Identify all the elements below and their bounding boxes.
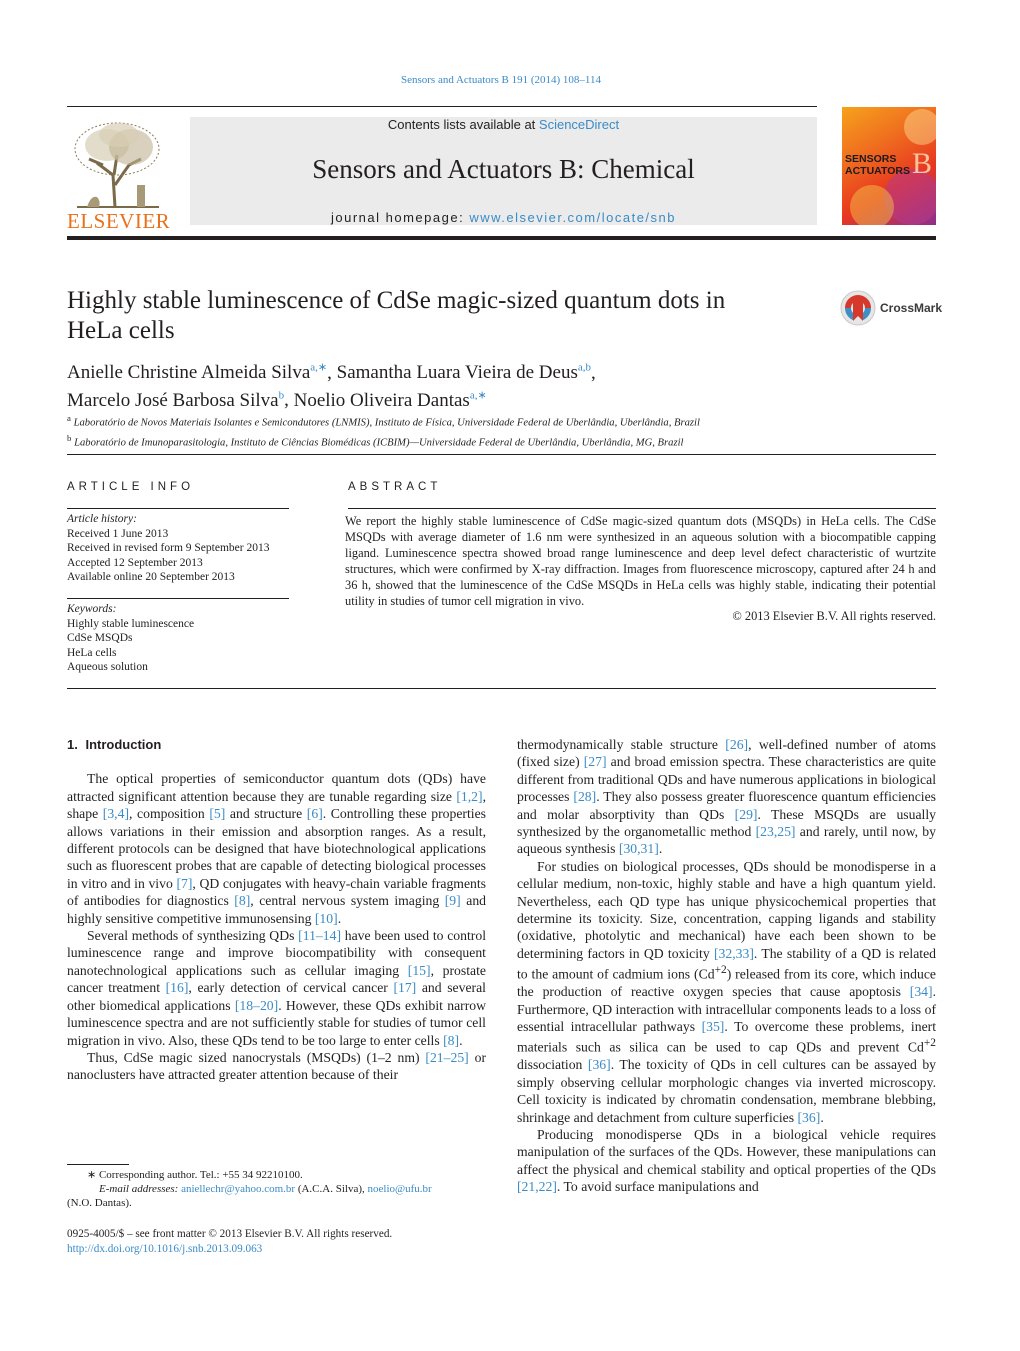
article-info-heading: ARTICLE INFO: [67, 481, 195, 493]
history-received: Received 1 June 2013: [67, 527, 169, 540]
history-online: Available online 20 September 2013: [67, 571, 235, 584]
text-run: . The stability of a QD is related to the amount of cadmium ions (Cd: [517, 945, 936, 982]
citation-link[interactable]: [7]: [176, 875, 193, 891]
text-run: and rarely, until now, by aqueous synthesis: [517, 824, 936, 857]
text-run: , shape: [67, 788, 486, 822]
citation-link[interactable]: [21,22]: [517, 1179, 557, 1195]
text-run: For studies on biological processes, QDs should be monodisperse in a cellular medium, non-toxic, highly stable and have a high quantum yield. Nevertheless, each QD type has unique physicochemical properties that determine its toxicity. Size, concentration, capping ligands and stability (oxidative, photolytic and mechanical) have each been shown to be determining factors in QD toxicity: [517, 858, 936, 961]
article-info-rule: [67, 508, 289, 509]
doi-link[interactable]: http://dx.doi.org/10.1016/j.snb.2013.09.063: [67, 1243, 263, 1255]
text-run: Thus, CdSe magic sized nanocrystals (MSQDs) (1–2 nm): [87, 1049, 426, 1065]
text-run: and broad emission spectra. These characteristics are quite different from traditional QDs and have numerous applications in biological processes: [517, 754, 936, 805]
keyword-item: Aqueous solution: [67, 661, 148, 674]
section-number: 1.: [67, 737, 78, 752]
text-run: , well-defined number of atoms (fixed size): [517, 737, 936, 770]
author-2[interactable]: Samantha Luara Vieira de Deus$^{a,b}$: [336, 362, 591, 384]
issn-line: 0925-4005/$ – see front matter © 2013 Elsevier B.V. All rights reserved.: [67, 1228, 393, 1240]
text-run: , QD conjugates with heavy-chain variable fragments of antibodies for diagnostics: [67, 875, 486, 909]
affiliation-b: $^b$ Laboratório de Imunoparasitologia, Instituto de Ciências Biomédicas (ICBIM)—Universidade Federal de Uberlândia, Uberlândia, MG, Brazil: [67, 432, 684, 449]
body-paragraph: [517, 1126, 936, 1196]
crossmark-badge[interactable]: [840, 290, 943, 330]
article-history: [67, 512, 307, 585]
header-rule: [67, 106, 817, 107]
contents-prefix: Contents lists available at: [387, 117, 539, 132]
header-thick-rule: [67, 236, 936, 240]
superscript: +2: [923, 1037, 936, 1050]
email-link-dantas[interactable]: noelio@ufu.br: [367, 1183, 432, 1195]
citation-link[interactable]: [30,31]: [618, 841, 659, 857]
section-heading-introduction: [67, 736, 486, 753]
text-run: , prostate cancer treatment: [67, 962, 486, 996]
body-paragraph: [67, 1049, 486, 1084]
left-paragraphs: [67, 770, 486, 1083]
crossmark-label: CrossMark: [880, 301, 943, 315]
keywords-rule: [67, 598, 289, 599]
text-run: Several methods of synthesizing QDs: [87, 928, 299, 944]
citation-link[interactable]: [27]: [583, 754, 607, 770]
citation-link[interactable]: [3,4]: [102, 806, 130, 822]
corresponding-author-footnote: [67, 1168, 486, 1210]
body-paragraph: [67, 927, 486, 1049]
contents-line: [190, 117, 817, 132]
text-run: . Furthermore, QD interaction with intracellular components leads to a loss of essential intracellular pathways: [517, 984, 936, 1035]
citation-link[interactable]: [8]: [234, 893, 251, 909]
text-run: and several other biomedical applications: [67, 980, 486, 1013]
abstract-heading: ABSTRACT: [348, 481, 442, 493]
citation-link[interactable]: [35]: [701, 1019, 725, 1035]
body-paragraph: [517, 736, 936, 858]
email-link-silva[interactable]: aniellechr@yahoo.com.br: [181, 1183, 296, 1195]
homepage-prefix: journal homepage:: [331, 210, 470, 225]
citation-link[interactable]: [28]: [573, 789, 597, 805]
citation-link[interactable]: [8]: [443, 1032, 460, 1048]
affiliation-a: $^a$ Laboratório de Novos Materiais Isolantes e Semicondutores (LNMIS), Instituto de Física, Universidade Federal de Uberlândia, Uberlândia, Brazil: [67, 413, 700, 429]
issn-block: [67, 1227, 667, 1257]
citation-link[interactable]: [17]: [393, 980, 417, 996]
cover-title: [845, 153, 910, 177]
text-run: . These MSQDs are usually synthesized by the organometallic method: [517, 806, 937, 840]
elsevier-wordmark: ELSEVIER: [67, 209, 171, 233]
history-revised: Received in revised form 9 September 2013: [67, 542, 270, 555]
body-paragraph: [67, 770, 486, 927]
citation-link[interactable]: [32,33]: [713, 945, 754, 961]
citation-link[interactable]: [16]: [165, 980, 189, 996]
crossmark-icon: [840, 290, 876, 326]
author-1-affil-mark[interactable]: a,∗: [310, 362, 328, 374]
citation-link[interactable]: [1,2]: [456, 788, 483, 804]
abstract-text: We report the highly stable luminescence of CdSe magic-sized quantum dots (MSQDs) in HeLa cells. The CdSe MSQDs with average diameter of 1.6 nm were synthesized in an aqueous solution with a biocompatible capping ligand. Luminescence spectra showed broad range luminescence and deep level defect characteristic of wurtzite structures, which were confirmed by X-ray diffraction. Images from fluorescence microscopy, captured after 24 h and 36 h, showed that the luminescence of the CdSe MSQDs in HeLa cells was highly stable, indicating their potential utility in studies of tumor cell migration in vivo.: [345, 514, 936, 608]
superscript: +2: [714, 964, 727, 977]
citation-link[interactable]: [6]: [306, 806, 323, 822]
right-paragraphs: [517, 736, 936, 1196]
keyword-item: CdSe MSQDs: [67, 632, 133, 645]
author-1[interactable]: Anielle Christine Almeida Silva$^{a,∗}$: [67, 362, 328, 384]
citation-link[interactable]: [15]: [407, 962, 431, 978]
corresponding-line: ∗ Corresponding author. Tel.: +55 34 92210100.: [87, 1169, 303, 1181]
text-run: .: [459, 1032, 463, 1048]
keywords-block: [67, 602, 307, 675]
email-line: E-mail addresses: aniellechr@yahoo.com.br (A.C.A. Silva), noelio@ufu.br: [99, 1183, 432, 1195]
author-2-affil-mark[interactable]: a,b: [577, 362, 591, 374]
keyword-item: Highly stable luminescence: [67, 617, 195, 630]
author-list: Anielle Christine Almeida Silva$^{a,∗}$, Samantha Luara Vieira de Deus$^{a,b}$, Marcelo José Barbosa Silva$^b$, Noelio Oliveira Dantas$^{a,∗}$: [67, 362, 596, 411]
author-3[interactable]: Marcelo José Barbosa Silva$^b$: [67, 389, 285, 411]
citation-link[interactable]: [10]: [314, 910, 338, 926]
text-run: , early detection of cervical cancer: [188, 980, 394, 996]
article-title: Highly stable luminescence of CdSe magic-sized quantum dots in HeLa cells: [67, 287, 726, 344]
citation-link[interactable]: [23,25]: [755, 824, 796, 840]
text-run: . Controlling these properties allows variations in their emission and absorption ranges. As a result, different protocols can be designed that have biotechnological applications such as fluorescent probes that are capable of detecting biological processes in vitro and in vivo: [67, 806, 486, 891]
text-run: ) released from its core, which induce the production of reactive oxygen species that cause apoptosis: [517, 966, 936, 1000]
journal-homepage-line: [190, 210, 817, 225]
citation-link[interactable]: [34]: [909, 984, 933, 1000]
citation-link[interactable]: [5]: [209, 806, 226, 822]
text-run: . To overcome these problems, inert materials such as silica can be used to cap QDs and prevent Cd: [517, 1019, 937, 1056]
affiliations: [67, 411, 936, 450]
homepage-link[interactable]: www.elsevier.com/locate/snb: [469, 210, 676, 225]
footnote-rule: [67, 1164, 129, 1165]
body-column-right: [517, 736, 936, 1196]
keywords-label: Keywords:: [67, 603, 117, 615]
text-run: or nanoclusters have attracted greater attention because of their: [67, 1049, 487, 1083]
text-run: Producing monodisperse QDs in a biological vehicle requires manipulation of the surfaces of the QDs. However, these manipulations can affect the physical and chemical stability and optical properties of the QDs: [517, 1127, 936, 1177]
text-run: .: [337, 910, 342, 926]
text-run: .: [820, 1109, 824, 1125]
citation-link[interactable]: [29]: [734, 806, 758, 822]
text-run: . The toxicity of QDs in cell cultures can be assayed by simply observing cellular morphologic changes via inverted microscopy. Cell toxicity is indicated by chromatin condensation, membrane blebbing, shrinkage and detachment from culture superficies: [517, 1057, 937, 1125]
body-column-left: [67, 736, 486, 1084]
text-run: and structure: [225, 806, 307, 822]
section-title: Introduction: [85, 737, 162, 752]
citation-link[interactable]: [36]: [587, 1057, 611, 1073]
author-3-affil-mark[interactable]: b: [278, 389, 285, 402]
text-run: , central nervous system imaging: [250, 893, 445, 909]
citation-link[interactable]: [9]: [444, 893, 461, 909]
abstract-copyright: © 2013 Elsevier B.V. All rights reserved.: [732, 609, 936, 623]
keyword-item: HeLa cells: [67, 646, 117, 659]
body-paragraph: [517, 858, 936, 1126]
elsevier-logo[interactable]: [67, 115, 169, 233]
cover-line1: SENSORS: [845, 153, 897, 165]
abstract-rule: [348, 508, 936, 509]
citation-link[interactable]: [18–20]: [234, 997, 279, 1013]
text-run: . To avoid surface manipulations and: [556, 1179, 759, 1195]
citation-link[interactable]: [11–14]: [298, 928, 341, 944]
history-accepted: Accepted 12 September 2013: [67, 556, 203, 569]
text-run: .: [658, 841, 663, 857]
citation-link[interactable]: [36]: [797, 1109, 821, 1125]
citation-link[interactable]: [26]: [725, 737, 749, 752]
text-run: . However, these QDs exhibit narrow luminescence spectra and are not sufficiently stable for studies of tumor cell migration in vivo. Also, these QDs tend to be too large to enter cells: [67, 997, 486, 1048]
cover-line2: ACTUATORS: [845, 165, 910, 177]
abstract-bottom-rule: [67, 688, 936, 689]
text-run: , composition: [129, 806, 210, 822]
affiliation-rule: [67, 454, 936, 455]
journal-cover-image[interactable]: [842, 107, 936, 225]
cover-letter: B: [912, 147, 933, 180]
email-owner: (N.O. Dantas).: [67, 1197, 132, 1209]
text-run: have been used to control luminescence range and improve biocompatibility with consequent nanotechnological applications such as cellular imaging: [67, 928, 486, 978]
sciencedirect-link[interactable]: ScienceDirect: [538, 117, 620, 132]
text-run: dissociation: [517, 1057, 588, 1073]
author-4-affil-mark[interactable]: a,∗: [469, 389, 487, 402]
text-run: thermodynamically stable structure: [517, 737, 726, 752]
author-4[interactable]: Noelio Oliveira Dantas$^{a,∗}$: [293, 389, 487, 411]
journal-citation[interactable]: Sensors and Actuators B 191 (2014) 108–114: [400, 74, 602, 86]
text-run: The optical properties of semiconductor quantum dots (QDs) have attracted significant attention because they are tunable regarding size: [67, 771, 486, 804]
text-run: . They also possess greater fluorescence quantum efficiencies and molar absorptivity than QDs: [517, 789, 937, 822]
history-label: Article history:: [67, 513, 137, 525]
journal-title: Sensors and Actuators B: Chemical: [312, 154, 695, 184]
text-run: and highly sensitive competitive immunosensing: [67, 893, 487, 926]
citation-link[interactable]: [21–25]: [425, 1049, 469, 1065]
